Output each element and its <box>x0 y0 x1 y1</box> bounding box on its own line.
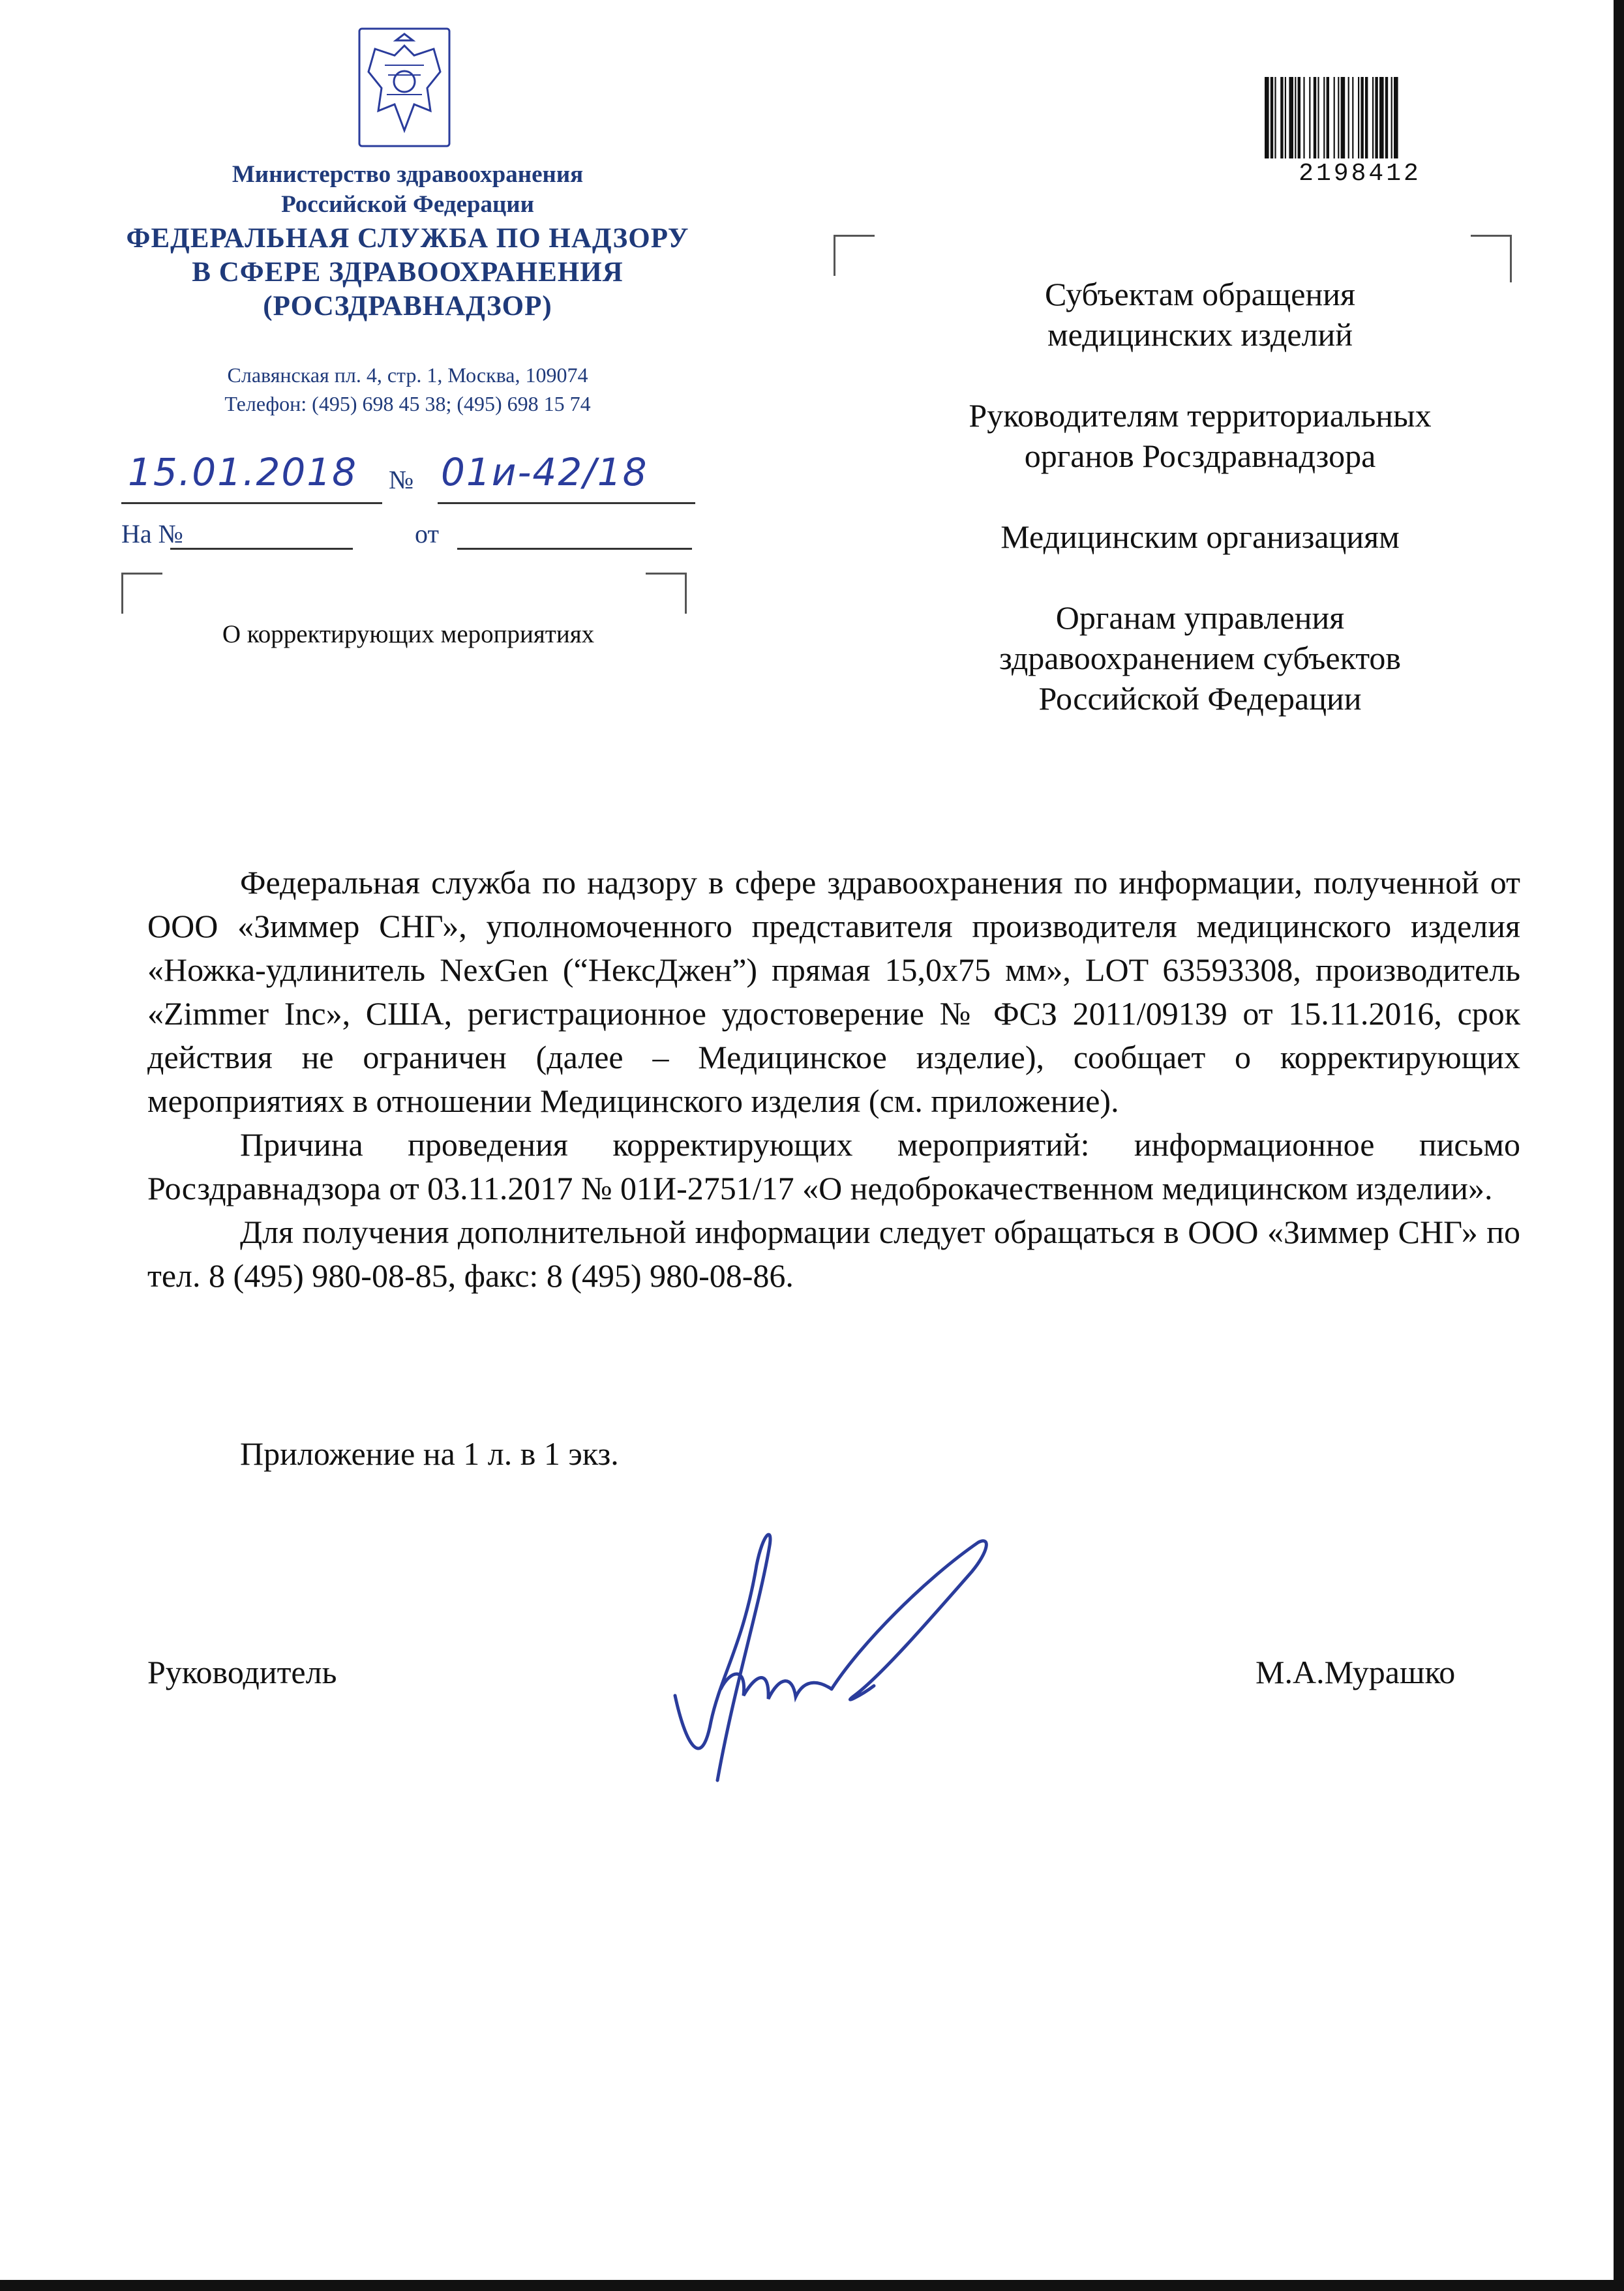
barcode-bar <box>1289 77 1293 158</box>
barcode-bar <box>1361 77 1363 158</box>
barcode-bar <box>1394 77 1398 158</box>
barcode-bar <box>1295 77 1296 158</box>
registration-line <box>121 450 695 509</box>
barcode-bar <box>1285 77 1286 158</box>
barcode-bar <box>1365 77 1368 158</box>
barcode-bar <box>1314 77 1316 158</box>
registration-number: 01и-42/18 <box>441 450 648 494</box>
signatory-role: Руководитель <box>147 1654 337 1690</box>
barcode-bar <box>1323 77 1325 158</box>
reference-from-label: от <box>415 519 439 548</box>
barcode-bar <box>1338 77 1339 158</box>
recipients-block <box>887 274 1513 759</box>
barcode-bar <box>1327 77 1329 158</box>
russian-coat-of-arms-icon <box>355 26 453 150</box>
barcode-bar <box>1303 77 1304 158</box>
letter-body <box>147 861 1520 1298</box>
barcode-bar <box>1385 77 1388 158</box>
barcode-bar <box>1271 77 1273 158</box>
body-paragraph: Причина проведения корректирующих мероприятий: информационное письмо Росздравнадзора от 03.11.2017 № 01И-2751/17 «О недоброкачественном медицинском изделии». <box>147 1126 1520 1206</box>
subject-bracket-right <box>646 573 687 614</box>
barcode-bar <box>1358 77 1359 158</box>
registration-number-label: № <box>389 465 414 494</box>
date-underline <box>121 502 382 504</box>
reference-number-label: На № <box>121 519 183 548</box>
number-underline <box>438 502 695 504</box>
reference-date-blank <box>457 548 692 550</box>
signatory-name: М.А.Мурашко <box>1256 1654 1456 1690</box>
scan-edge-bottom <box>0 2280 1624 2291</box>
service-address: Славянская пл. 4, стр. 1, Москва, 109074 Телефон: (495) 698 45 38; (495) 698 15 74 <box>224 363 591 415</box>
barcode-number: 2198412 <box>1299 160 1421 188</box>
ministry-name: Министерство здравоохранения Российской Федерации <box>232 161 584 218</box>
barcode-bar <box>1348 77 1349 158</box>
handwritten-signature-icon <box>665 1526 1004 1787</box>
barcode-bar <box>1298 77 1301 158</box>
barcode-bar <box>1317 77 1319 158</box>
recipient: Медицинским организациям <box>1000 518 1400 555</box>
barcode-bar <box>1309 77 1310 158</box>
letter-subject: О корректирующих мероприятиях <box>222 620 595 648</box>
reference-line <box>121 518 695 558</box>
barcode-bar <box>1375 77 1377 158</box>
reference-number-blank <box>170 548 353 550</box>
recipient: Руководителям территориальных органов Росздравнадзора <box>969 397 1432 474</box>
scan-edge-right <box>1614 0 1624 2291</box>
registration-date: 15.01.2018 <box>128 450 358 494</box>
annex-note: Приложение на 1 л. в 1 экз. <box>240 1435 619 1472</box>
barcode-bar <box>1265 77 1269 158</box>
barcode-bar <box>1280 77 1283 158</box>
barcode-icon <box>1262 77 1458 165</box>
body-paragraph: Для получения дополнительной информации следует обращаться в ООО «Зиммер СНГ» по тел. 8 (495) 980-08-85, факс: 8 (495) 980-08-86. <box>147 1214 1520 1294</box>
barcode-bar <box>1372 77 1374 158</box>
recipient: Субъектам обращения медицинских изделий <box>1045 276 1355 353</box>
barcode-bar <box>1334 77 1335 158</box>
service-name: ФЕДЕРАЛЬНАЯ СЛУЖБА ПО НАДЗОРУ В СФЕРЕ ЗДРАВООХРАНЕНИЯ (РОСЗДРАВНАДЗОР) <box>126 223 689 322</box>
recipient: Органам управления здравоохранением субъектов Российской Федерации <box>999 599 1402 717</box>
barcode-bar <box>1352 77 1353 158</box>
barcode-bar <box>1274 77 1276 158</box>
body-paragraph: Федеральная служба по надзору в сфере здравоохранения по информации, полученной от ООО «Зиммер СНГ», уполномоченного представителя производителя медицинского изделия «Ножка-удлинитель NexGen (“НексДжен”) прямая 15,0х75 мм», LOT 63593308, производитель «Zimmer Inc», США, регистрационное удостоверение № ФСЗ 2011/09139 от 15.11.2016, срок действия не ограничен (далее – Медицинское изделие), сообщает о корректирующих мероприятиях в отношении Медицинского изделия (см. приложение). <box>147 864 1520 1119</box>
barcode-bar <box>1379 77 1384 158</box>
address-bracket-left <box>834 235 875 276</box>
barcode-bar <box>1341 77 1346 158</box>
barcode-bar <box>1391 77 1392 158</box>
subject-bracket-left <box>121 573 162 614</box>
